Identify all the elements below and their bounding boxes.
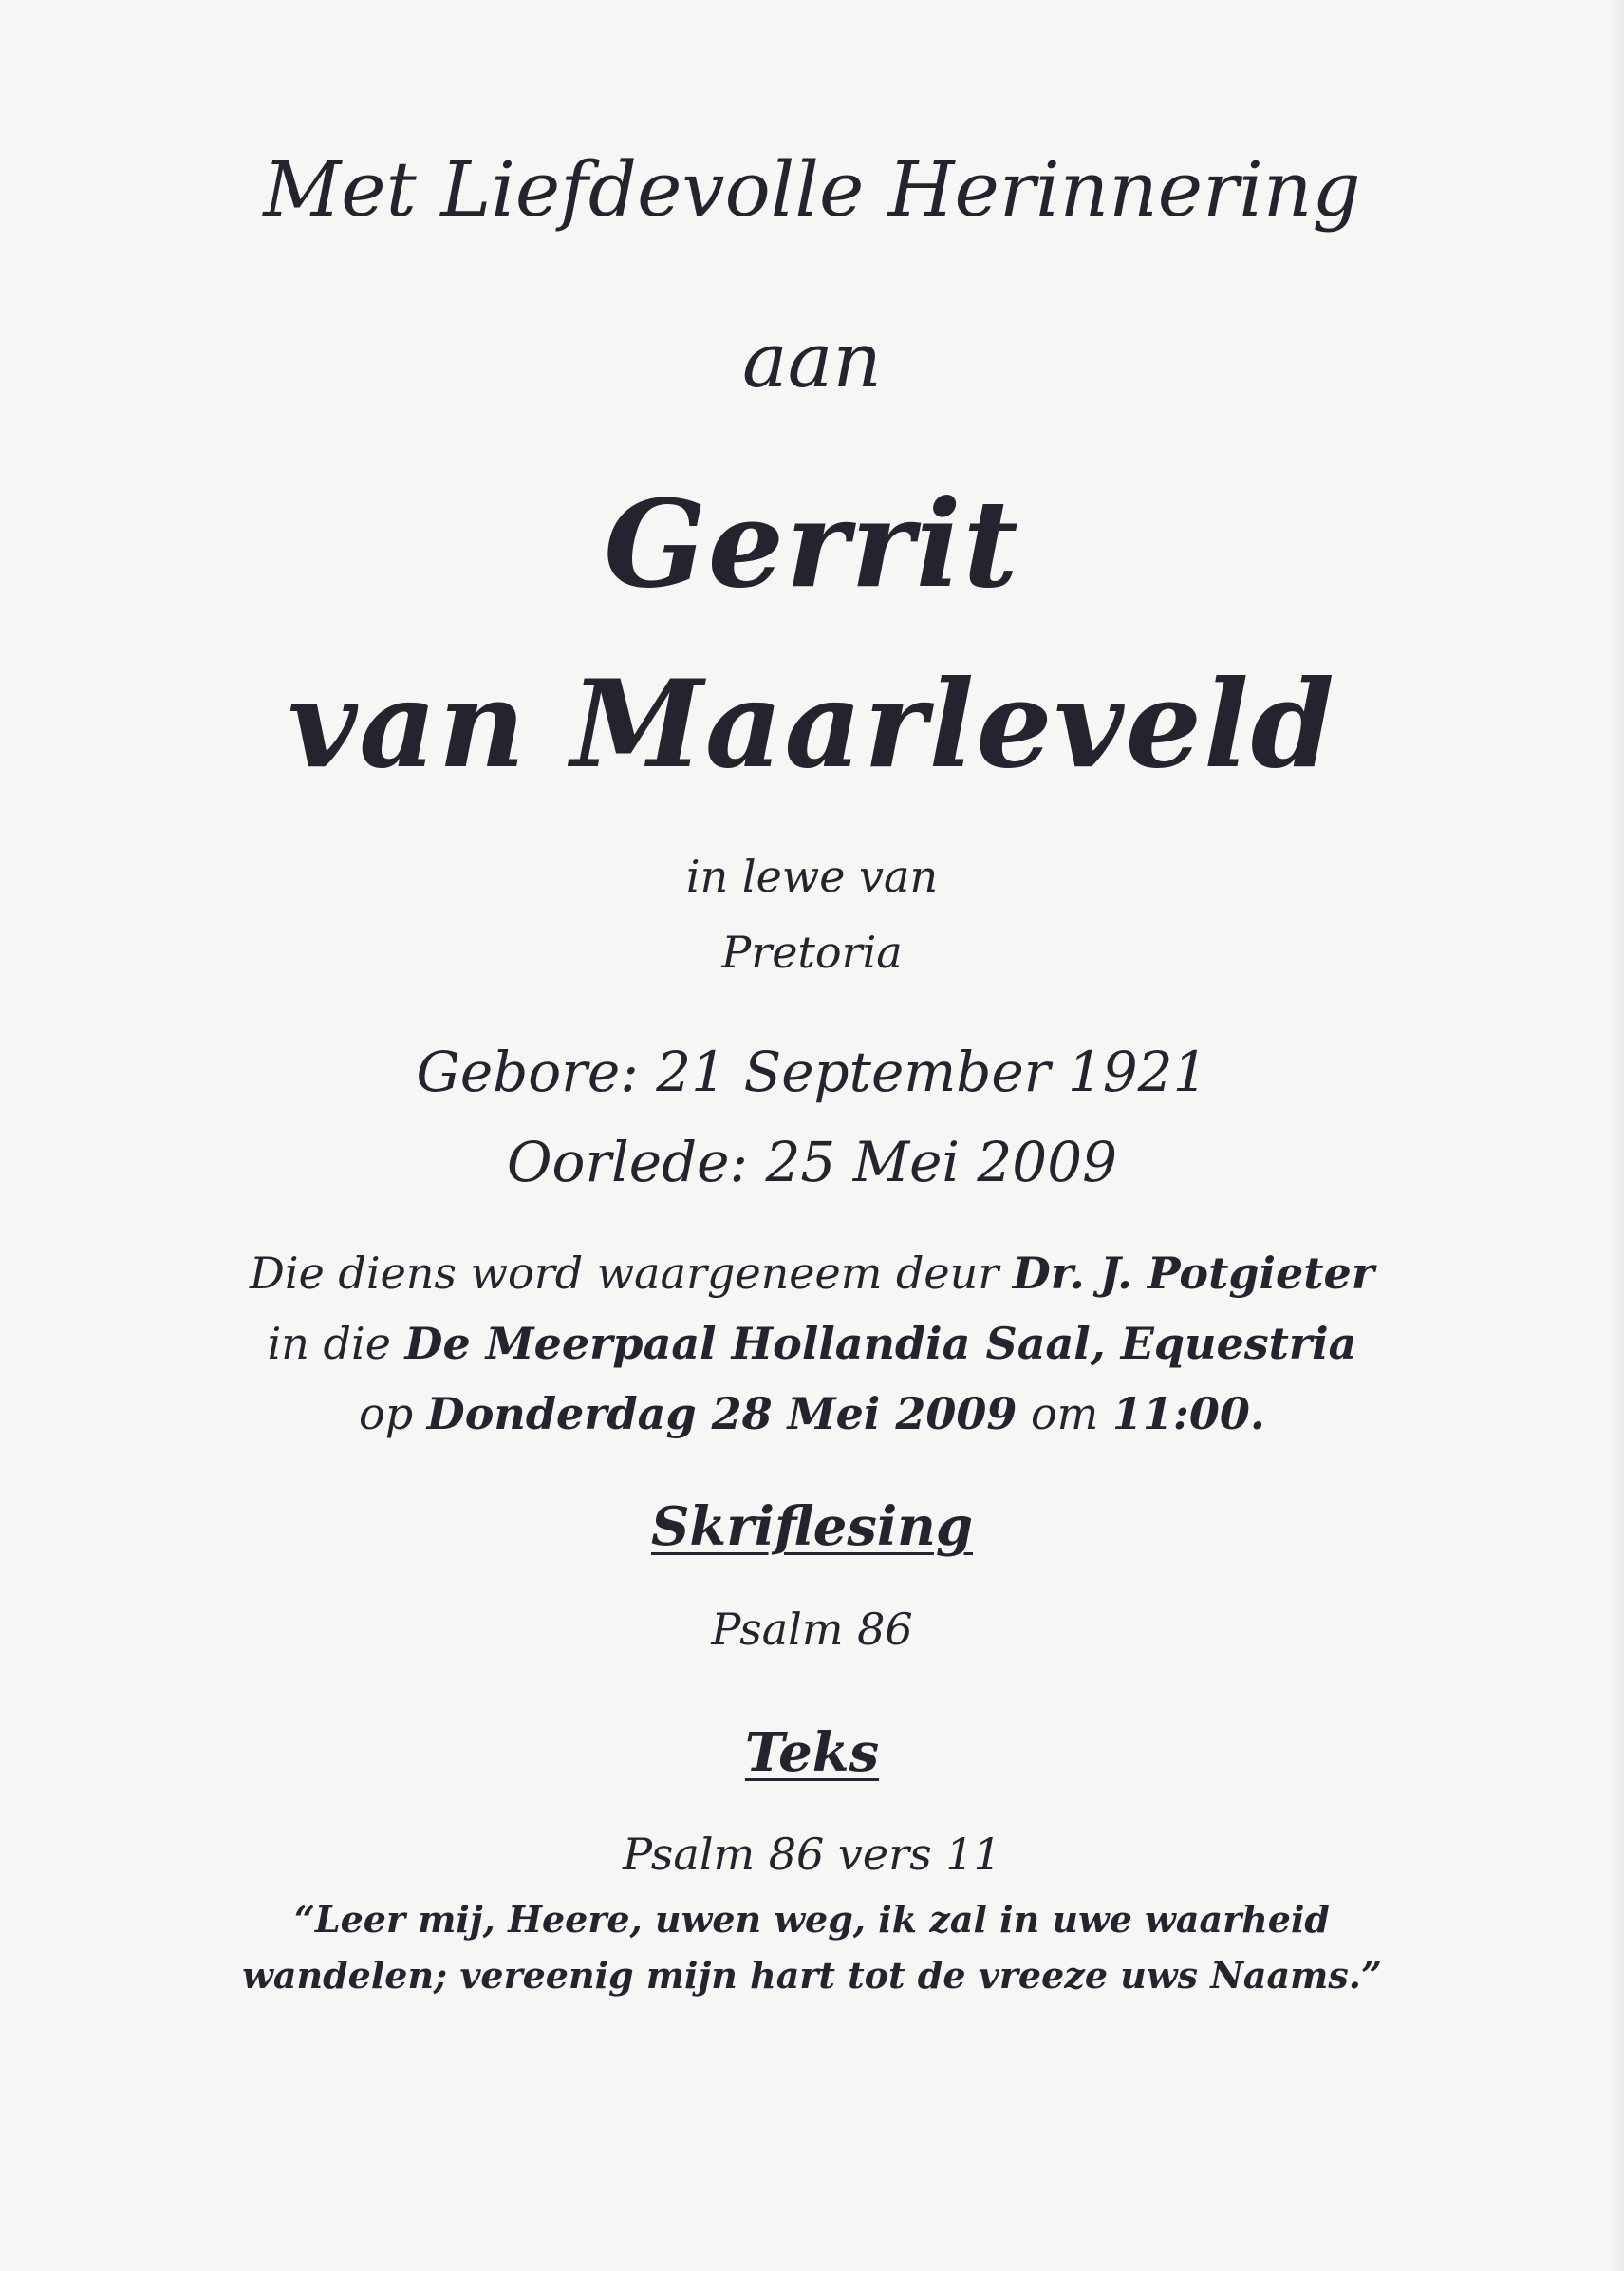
service-line3-prefix: op	[359, 1388, 427, 1439]
service-line2-prefix: in die	[267, 1318, 405, 1369]
skriflesing-heading: Skriflesing	[650, 1495, 974, 1558]
service-datetime-line	[0, 1388, 1624, 1439]
service-officiant: Dr. J. Potgieter	[1012, 1248, 1374, 1299]
in-lewe-van-label: in lewe van	[685, 851, 939, 902]
service-date: Donderdag 28 Mei 2009	[426, 1388, 1017, 1439]
teks-reference: Psalm 86 vers 11	[623, 1829, 1001, 1880]
service-line1-prefix: Die diens word waargeneem deur	[249, 1248, 1013, 1299]
service-time: 11:00.	[1111, 1388, 1265, 1439]
service-venue-line	[0, 1318, 1624, 1369]
show-through-text	[0, 38, 1624, 116]
service-line3-mid: om	[1017, 1388, 1112, 1439]
heading-aan: aan	[742, 316, 882, 404]
deceased-first-name: Gerrit	[604, 474, 1020, 614]
teks-quote-line-1: “Leer mij, Heere, uwen weg, ik zal in uwe waarheid	[294, 1898, 1330, 1941]
page-edge-shadow	[1611, 0, 1624, 2271]
birth-date: Gebore: 21 September 1921	[416, 1040, 1208, 1104]
service-officiant-line	[0, 1248, 1624, 1299]
teks-heading: Teks	[744, 1721, 880, 1784]
skriflesing-text: Psalm 86	[711, 1604, 913, 1655]
memorial-heading: Met Liefdevolle Herinnering	[263, 145, 1361, 234]
teks-quote-line-2: wandelen; vereenig mijn hart tot de vreeze uws Naams.”	[242, 1954, 1382, 1997]
death-date: Oorlede: 25 Mei 2009	[506, 1130, 1118, 1194]
service-venue: De Meerpaal Hollandia Saal, Equestria	[404, 1318, 1357, 1369]
deceased-last-name: van Maarleveld	[288, 654, 1336, 795]
residence-place: Pretoria	[721, 927, 903, 978]
